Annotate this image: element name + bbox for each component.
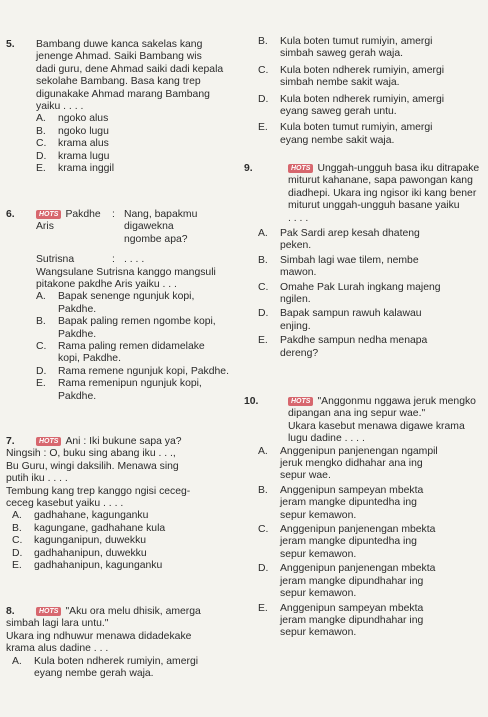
question-text: pitakone pakdhe Aris yaiku . . .: [36, 279, 177, 291]
hots-badge: HOTS: [288, 397, 313, 406]
option-c[interactable]: C. Omahe Pak Lurah ingkang majeng ngilen.: [258, 281, 441, 306]
question-5: [6, 39, 236, 175]
question-10: [244, 396, 484, 640]
hots-badge: HOTS: [36, 607, 61, 616]
question-number: 10.: [244, 396, 259, 407]
speaker: Pakdhe Aris: [36, 209, 101, 233]
option-a[interactable]: A. Pak Sardi arep kesah dhateng peken.: [258, 228, 420, 252]
speech: Nang, bapakmu: [124, 209, 198, 220]
question-text: miturut unggah-ungguh basane yaiku: [288, 200, 460, 212]
option-c[interactable]: C. kagunganipun, duwekku: [12, 535, 147, 547]
option-b[interactable]: B. Simbah lagi wae tilem, nembe mawon.: [258, 254, 419, 279]
option-b[interactable]: B. Kula boten tumut rumiyin, amergi simbah saweg gerah waja.: [258, 36, 433, 60]
question-text: jenenge Ahmad. Saiki Bambang wis: [36, 51, 202, 63]
option-b[interactable]: B. Anggenipun sampeyan mbekta jeram mangke dipuntedha ing sepur kemawon.: [258, 484, 424, 521]
speaker: Sutrisna: [36, 254, 75, 266]
dialog-line: Sutrisna : . . . .: [36, 254, 236, 266]
option-a[interactable]: A. Kula boten ndherek rumiyin, amergi eyang nembe gerah waja.: [12, 655, 199, 680]
question-text: "Aku ora melu dhisik, amerga: [65, 606, 201, 617]
option-e[interactable]: E. krama inggil: [36, 163, 115, 175]
question-text: Wangsulane Sutrisna kanggo mangsuli: [36, 266, 216, 278]
question-text: simbah lagi lara untu.": [6, 618, 109, 630]
question-text: lugu dadine . . . .: [288, 433, 365, 445]
question-text: yaiku . . . .: [36, 101, 84, 113]
question-text: Ningsih : O, buku sing abang iku . . .,: [6, 448, 176, 460]
option-b[interactable]: B. kagungane, gadhahane kula: [12, 522, 166, 534]
question-text: Bu Guru, wingi daksilih. Menawa sing: [6, 460, 179, 472]
question-number: 7.: [6, 436, 15, 447]
option-d[interactable]: D. Rama remene ngunjuk kopi, Pakdhe.: [36, 365, 229, 377]
option-e[interactable]: E. gadhahanipun, kagunganku: [12, 560, 163, 572]
option-a[interactable]: A. ngoko alus: [36, 113, 109, 125]
question-text: dipangan ana ing sepur wae.": [288, 408, 426, 420]
option-a[interactable]: A. Anggenipun panjenengan ngampil jeruk mengko didhahar ana ing sepur wae.: [258, 445, 438, 482]
question-6: [6, 209, 236, 403]
question-text: "Anggonmu nggawa jeruk mengko: [317, 396, 476, 407]
question-text: . . . .: [288, 212, 309, 224]
question-text: digunakake Ahmad marang Bambang: [36, 88, 210, 100]
option-e[interactable]: E. Anggenipun sampeyan mbekta jeram mangke dipundhahar ing sepur kemawon.: [258, 602, 424, 639]
question-number: 8.: [6, 606, 15, 617]
question-text: miturut kahanane, sapa pawongan kang: [288, 175, 473, 187]
option-d[interactable]: D. Bapak sampun rawuh kalawau enjing.: [258, 308, 422, 332]
option-a[interactable]: A. Bapak senenge ngunjuk kopi, Pakdhe.: [36, 291, 195, 315]
option-d[interactable]: D. Anggenipun panjenengan mbekta jeram mangke dipundhahar ing sepur kemawon.: [258, 563, 436, 600]
option-c[interactable]: C. Anggenipun panjenengan mbekta jeram mangke dipuntedha ing sepur kemawon.: [258, 524, 436, 560]
question-text: sekolahe Bambang. Basa kang trep: [36, 76, 201, 88]
question-text: dadi guru, dene Ahmad saiki dadi kepala: [36, 63, 224, 75]
question-text: Bambang duwe kanca sakelas kang: [36, 39, 203, 50]
question-text: Ukara ing ndhuwur menawa didadekake: [6, 630, 192, 642]
question-text: diadhepi. Ukara ing ngisor iki kang bener: [288, 187, 477, 199]
question-7: [6, 436, 236, 572]
option-e[interactable]: E. Kula boten tumut rumiyin, amergi eyang nembe sakit waja.: [258, 122, 433, 146]
option-d[interactable]: D. krama lugu: [36, 150, 110, 162]
question-text: putih iku . . . .: [6, 473, 68, 485]
option-b[interactable]: B. Bapak paling remen ngombe kopi, Pakdhe.: [36, 316, 216, 340]
question-8-continued: [258, 36, 484, 147]
hots-badge: HOTS: [36, 210, 61, 219]
hots-badge: HOTS: [288, 164, 313, 173]
question-text: Tembung kang trep kanggo ngisi ceceg-: [6, 485, 191, 497]
question-8: [6, 606, 236, 680]
option-d[interactable]: D. gadhahanipun, duwekku: [12, 547, 147, 559]
option-c[interactable]: C. Rama paling remen didamelake kopi, Pakdhe.: [36, 341, 205, 365]
hots-badge: HOTS: [36, 437, 61, 446]
option-d[interactable]: D. Kula boten ndherek rumiyin, amergi eyang saweg gerah untu.: [258, 93, 445, 118]
question-text: Ani : Iki bukune sapa ya?: [65, 436, 182, 447]
option-b[interactable]: B. ngoko lugu: [36, 125, 109, 137]
question-9: [244, 163, 484, 360]
speech: . . . .: [124, 254, 145, 266]
question-text: krama alus dadine . . .: [6, 643, 109, 655]
option-c[interactable]: C. krama alus: [36, 138, 109, 150]
question-number: 5.: [6, 39, 15, 50]
question-text: Unggah-ungguh basa iku ditrapake: [317, 163, 480, 174]
question-text: Ukara kasebut menawa digawe krama: [288, 420, 465, 432]
option-e[interactable]: E. Rama remenipun ngunjuk kopi, Pakdhe.: [36, 378, 202, 402]
speech: digawekna: [124, 221, 174, 233]
question-text: ceceg kasebut yaiku . . . .: [6, 498, 124, 510]
option-a[interactable]: A. gadhahane, kagunganku: [12, 510, 149, 522]
question-number: 6.: [6, 209, 15, 220]
question-number: 9.: [244, 163, 253, 174]
option-e[interactable]: E. Pakdhe sampun nedha menapa dereng?: [258, 335, 428, 359]
speech: ngombe apa?: [124, 233, 188, 245]
option-c[interactable]: C. Kula boten ndherek rumiyin, amergi simbah nembe sakit waja.: [258, 64, 445, 89]
dialog-line: HOTS Pakdhe Aris : Nang, bapakmu digawekna ngombe apa?: [36, 209, 236, 246]
